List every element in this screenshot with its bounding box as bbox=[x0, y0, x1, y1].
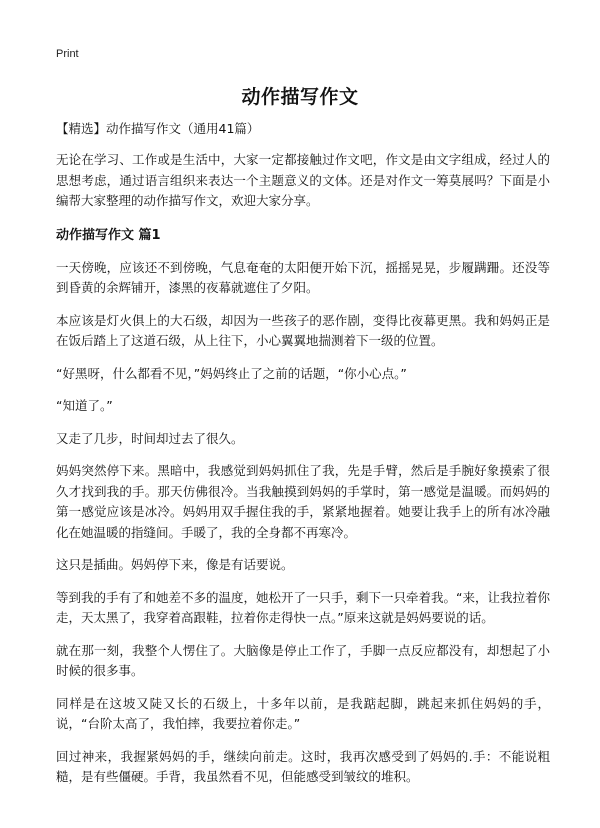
intro-paragraph: 无论在学习、工作或是生活中，大家一定都接触过作文吧，作文是由文字组成，经过人的思想考虑，通过语言组织来表达一个主题意义的文体。还是对作文一筹莫展吗？下面是小编帮大家整理的动作描写作文，欢迎大家分享。 bbox=[56, 152, 550, 208]
section-heading: 动作描写作文 篇1 bbox=[56, 227, 161, 243]
print-link[interactable]: Print bbox=[56, 48, 79, 60]
paragraph: 又走了几步，时间却过去了很久。 bbox=[56, 430, 244, 446]
page-title: 动作描写作文 bbox=[241, 86, 359, 108]
paragraph: 等到我的手有了和她差不多的温度，她松开了一只手，剩下一只牵着我。“来，让我拉着你走，天太黑了，我穿着高跟鞋，拉着你走得快一点。”原来这就是妈妈要说的话。 bbox=[56, 589, 550, 625]
paragraph: 本应该是灯火俱上的大石级，却因为一些孩子的恶作剧，变得比夜幕更黑。我和妈妈正是在饭后踏上了这道石级，从上往下，小心翼翼地揣测着下一级的位置。 bbox=[56, 312, 550, 348]
paragraph: 同样是在这坡又陡又长的石级上，十多年以前，是我踮起脚，跳起来抓住妈妈的手，说，“台阶太高了，我怕摔，我要拉着你走。” bbox=[56, 695, 550, 731]
article-subtitle: 【精选】动作描写作文（通用41篇） bbox=[56, 121, 260, 136]
paragraph: 回过神来，我握紧妈妈的手，继续向前走。这时，我再次感受到了妈妈的.手：不能说粗糙，是有些僵硬。手背，我虽然看不见，但能感受到皱纹的堆积。 bbox=[56, 748, 550, 784]
article-body bbox=[56, 119, 550, 800]
paragraph: “好黑呀，什么都看不见，”妈妈终止了之前的话题，“你小心点。” bbox=[56, 365, 407, 381]
paragraph: 一天傍晚，应该还不到傍晚，气息奄奄的太阳便开始下沉，摇摇晃晃，步履蹒跚。还没等到昏黄的余辉铺开，漆黑的夜幕就遮住了夕阳。 bbox=[56, 259, 550, 295]
paragraph: 这只是插曲。妈妈停下来，像是有话要说。 bbox=[56, 557, 294, 572]
paragraph: 就在那一刻，我整个人愣住了。大脑像是停止工作了，手脚一点反应都没有，却想起了小时候的很多事。 bbox=[56, 642, 550, 678]
paragraph: 妈妈突然停下来。黑暗中，我感觉到妈妈抓住了我，先是手臂，然后是手腕好象摸索了很久才找到我的手。那天仿佛很冷。当我触摸到妈妈的手掌时，第一感觉是温暖。而妈妈的第一感觉应该是冰冷。妈妈用双手握住我的手，紧紧地握着。她要让我手上的所有冰冷融化在她温暖的指缝间。手暖了，我的全身都不再寒冷。 bbox=[56, 463, 550, 540]
paragraph: “知道了。” bbox=[56, 398, 113, 413]
